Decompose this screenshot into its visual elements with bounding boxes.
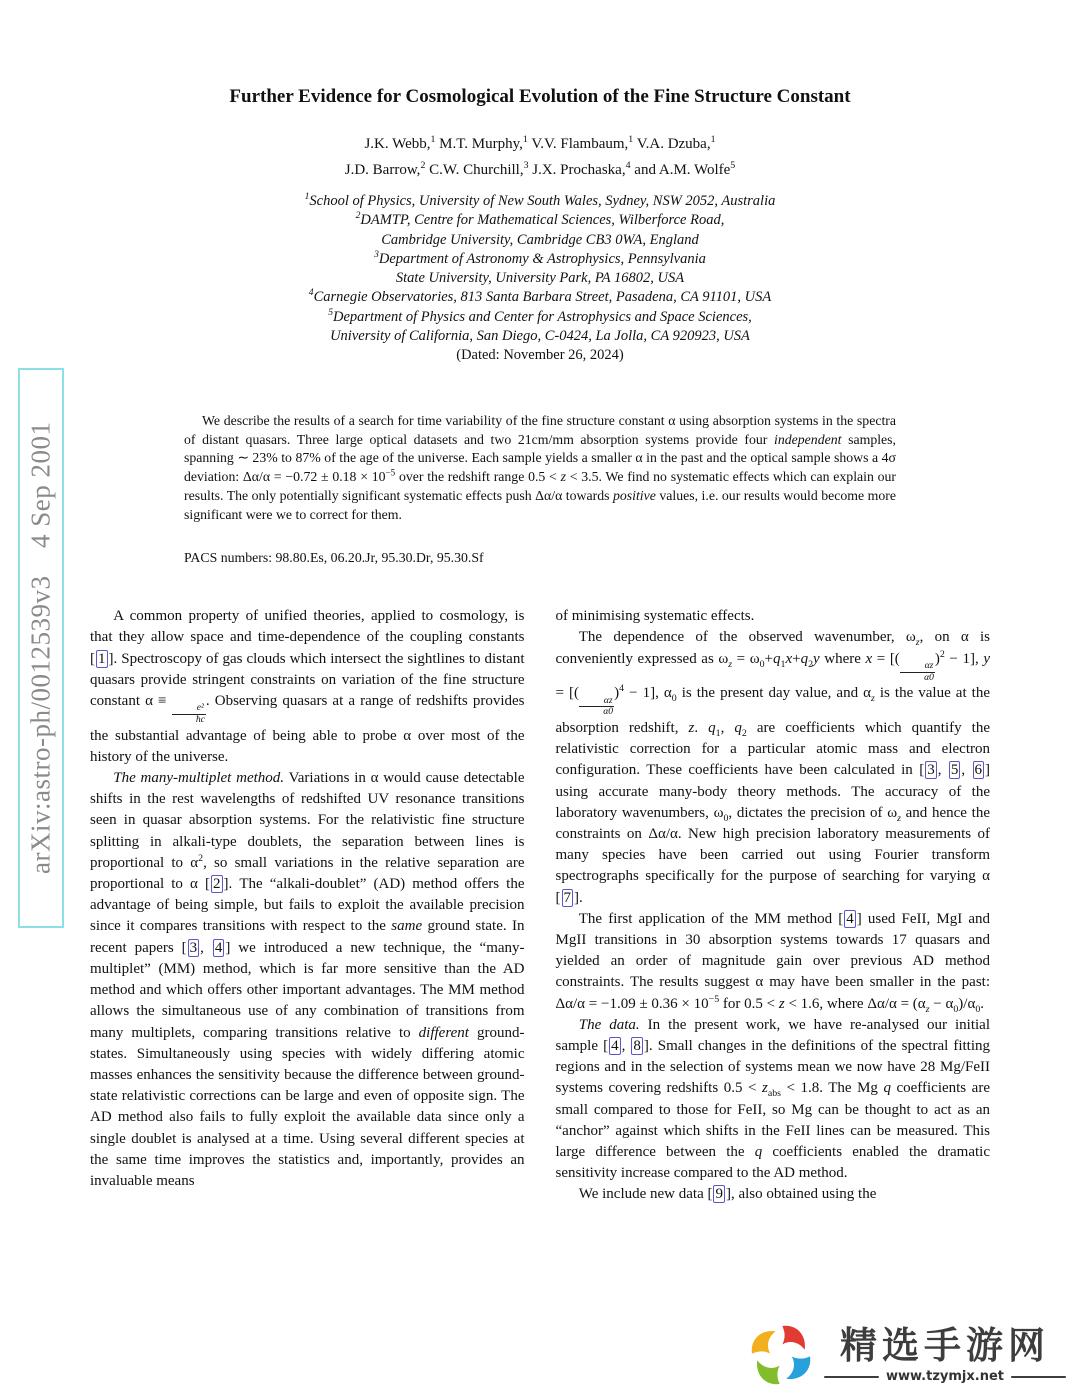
text-segment: z xyxy=(778,995,785,1012)
text-segment: 1 xyxy=(780,658,786,670)
text-segment: 2 xyxy=(808,658,814,670)
author-line-1 xyxy=(0,132,1080,157)
text-segment: where xyxy=(819,650,866,667)
text-segment: 5 xyxy=(328,306,333,318)
text-segment: < 3.5. We find no systematic effects which can explain our results. The only potentially significant systematic effects push Δα/α towards xyxy=(184,469,897,504)
arxiv-identifier: arXiv:astro-ph/0012539v3 xyxy=(25,576,56,875)
abstract xyxy=(184,412,896,525)
text-segment: 1 xyxy=(628,134,634,145)
text-segment: ]. The “alkali-doublet” (AD) method offers the advantage of being simple, but fails to exploit the available precision since it compares transitions with respect to the xyxy=(90,876,525,935)
paper-title: Further Evidence for Cosmological Evolution of the Fine Structure Constant xyxy=(229,86,851,107)
text-segment: positive xyxy=(612,488,656,504)
text-segment: − 1], α xyxy=(624,685,672,702)
text-segment: = [( xyxy=(872,650,900,667)
text-segment: ]. Spectroscopy of gas clouds which intersect the sightlines to distant quasars provide stringent constraints on variation of the fine structure constant α ≡ xyxy=(90,650,525,709)
paragraph xyxy=(556,1184,991,1205)
text-segment: The dependence of the observed wavenumber, ω xyxy=(578,629,916,646)
text-segment: + xyxy=(764,650,774,667)
text-segment: and A.M. Wolfe xyxy=(630,162,731,178)
text-segment: , so small variations in the relative separation are proportional to α [ xyxy=(90,854,525,893)
text-segment: . xyxy=(694,719,709,736)
text-segment: Department of Physics and Center for Astrophysics and Space Sciences, xyxy=(332,308,752,325)
text-segment: 3 xyxy=(374,249,379,261)
text-segment: q xyxy=(773,650,781,667)
url-right-bar xyxy=(1011,1376,1066,1379)
text-segment: 3 xyxy=(523,160,529,171)
text-segment: 0 xyxy=(759,658,765,670)
text-segment: y xyxy=(983,650,990,667)
text-segment: A common property of unified theories, applied to cosmology, is that they allow space and time-dependence of the coupling constants [ xyxy=(90,608,525,667)
affiliation-line xyxy=(0,288,1080,307)
text-segment: z xyxy=(897,812,901,824)
citation-link[interactable]: 4 xyxy=(611,1038,619,1055)
dated-line: (Dated: November 26, 2024) xyxy=(456,347,624,364)
text-segment: 2 xyxy=(741,727,747,739)
text-segment: q xyxy=(800,650,809,667)
text-segment: − 1], xyxy=(944,650,984,667)
text-segment: z xyxy=(728,658,733,670)
citation-link[interactable]: 6 xyxy=(974,762,982,779)
text-segment: y xyxy=(813,650,820,667)
text-segment: = [( xyxy=(555,685,579,702)
text-segment: 0 xyxy=(723,812,729,824)
text-segment: , xyxy=(621,1038,631,1055)
site-url: www.tzymjx.net xyxy=(885,1369,1004,1385)
text-segment: over the redshift range 0.5 < xyxy=(395,469,561,485)
text-segment: −5 xyxy=(708,993,720,1005)
text-segment: = ω xyxy=(732,650,760,667)
right-column xyxy=(556,606,991,1206)
text-segment: 5 xyxy=(730,160,736,171)
text-segment: same xyxy=(391,918,423,935)
text-segment: , xyxy=(720,719,735,736)
text-segment: z xyxy=(761,1080,768,1097)
text-segment: DAMTP, Centre for Mathematical Sciences, Wilberforce Road, xyxy=(360,212,725,229)
arxiv-date: 4 Sep 2001 xyxy=(25,421,56,549)
text-segment: of minimising systematic effects. xyxy=(555,608,755,625)
pinwheel-logo-icon xyxy=(748,1322,814,1388)
text-segment: ]. xyxy=(574,889,583,906)
text-segment: ] we introduced a new technique, the “many-multiplet” (MM) method, which is far more sensitive than the AD method and which offers other important advantages. The MM method allows the simultaneous use of any combination of transitions from many multiplets, comparing transitions relative to xyxy=(90,939,525,1041)
text-segment: , xyxy=(961,762,972,779)
citation-link[interactable]: 3 xyxy=(927,762,935,779)
paper-header xyxy=(0,0,1080,366)
text-segment: V.V. Flambaum, xyxy=(527,136,629,152)
text-segment: q xyxy=(734,719,742,736)
text-segment: 2 xyxy=(420,160,426,171)
inline-fraction: $\frac{\text{e²}}{ħc}$ xyxy=(172,703,206,725)
text-segment: 0 xyxy=(953,1003,959,1015)
paper-body xyxy=(90,606,990,1206)
text-segment: for 0.5 < xyxy=(719,995,779,1012)
text-segment: x xyxy=(865,650,873,667)
text-segment: samples, spanning ∼ 23% to 87% of the age of the universe. Each sample yields a smaller α in the past and the optical sample shows a 4σ deviation: Δα/α = −0.72 ± 0.18 × 10 xyxy=(184,431,896,485)
text-segment: independent xyxy=(774,431,842,447)
citation-link[interactable]: 2 xyxy=(213,876,221,893)
text-segment: 4 xyxy=(308,287,314,299)
left-column xyxy=(90,606,525,1206)
text-segment: coefficients are small compared to those for FeII, so Mg can be thought to act as an “anchor” against which shifts in the FeII lines can be measured. This large difference between the xyxy=(555,1080,990,1161)
text-segment: is the present day value, and α xyxy=(676,685,871,702)
site-name: 精选手游网 xyxy=(839,1323,1050,1367)
text-segment: 1 xyxy=(710,134,716,145)
affiliation-line xyxy=(0,250,1080,269)
text-segment: . xyxy=(980,995,984,1012)
text-segment: 1 xyxy=(715,727,721,739)
citation-link[interactable]: 4 xyxy=(846,910,854,927)
text-segment: University of California, San Diego, C-0424, La Jolla, CA 920923, USA xyxy=(330,328,750,345)
affiliation-line xyxy=(0,231,1080,250)
text-segment: coefficients enabled the dramatic sensitivity increase compared to the AD method. xyxy=(555,1144,990,1182)
site-watermark xyxy=(748,1322,1066,1388)
arxiv-watermark xyxy=(18,368,64,928)
text-segment: ]. Small changes in the definitions of the spectral fitting regions and in the selection of systems mean we now have 28 Mg/FeII systems covering redshifts 0.5 < xyxy=(555,1038,991,1097)
text-segment: We describe the results of a search for time variability of the fine structure constant α using absorption systems in the spectra of distant quasars. Three large optical datasets and two 21cm/mm absorption systems provide four xyxy=(184,412,896,447)
text-segment: q xyxy=(754,1144,763,1161)
text-segment: q xyxy=(708,719,716,736)
text-segment: ) xyxy=(934,650,940,667)
text-segment: z xyxy=(925,1003,930,1015)
text-segment: < 1.8. The Mg xyxy=(780,1080,884,1097)
text-segment: 1 xyxy=(304,191,310,203)
citation-link[interactable]: 9 xyxy=(715,1186,723,1203)
text-segment: 2 xyxy=(355,210,361,222)
citation-link[interactable]: 5 xyxy=(950,762,959,779)
paragraph xyxy=(90,606,525,768)
text-segment: The first application of the MM method [ xyxy=(578,910,844,927)
text-segment: + xyxy=(792,650,801,667)
text-segment: 4 xyxy=(619,683,625,695)
paragraph xyxy=(556,606,991,627)
paragraph xyxy=(556,909,991,1015)
text-segment: J.K. Webb, xyxy=(364,136,431,152)
text-segment: Cambridge University, Cambridge CB3 0WA, England xyxy=(381,231,699,248)
text-segment: J.D. Barrow, xyxy=(344,162,421,178)
text-segment: values, i.e. our results would become more significant were we to correct for them. xyxy=(184,488,896,523)
site-url-line xyxy=(824,1369,1066,1384)
text-segment: . Observing quasars at a range of redshifts provides the substantial advantage of being able to probe α over most of the history of the universe. xyxy=(90,692,525,765)
text-segment: Carnegie Observatories, 813 Santa Barbara Street, Pasadena, CA 91101, USA xyxy=(313,289,772,306)
pacs-line: PACS numbers: 98.80.Es, 06.20.Jr, 95.30.Dr, 95.30.Sf xyxy=(184,550,484,566)
text-segment: 2 xyxy=(939,648,945,660)
text-segment: The data. xyxy=(578,1016,640,1033)
text-segment: , xyxy=(200,939,212,956)
text-segment: Department of Astronomy & Astrophysics, Pennsylvania xyxy=(378,250,706,267)
paragraph xyxy=(556,1015,991,1185)
text-segment: )/α xyxy=(958,995,976,1012)
text-segment: 0 xyxy=(671,693,677,705)
paragraph xyxy=(90,768,525,1192)
text-segment: , xyxy=(937,762,948,779)
text-segment: z xyxy=(560,469,566,485)
citation-link[interactable]: 7 xyxy=(563,889,571,906)
affiliations-block xyxy=(0,192,1080,346)
site-text-block xyxy=(824,1323,1066,1385)
citation-link[interactable]: 1 xyxy=(98,650,106,667)
affiliation-line xyxy=(0,327,1080,346)
citation-link[interactable]: 8 xyxy=(633,1038,641,1055)
citation-link[interactable]: 3 xyxy=(189,939,198,956)
text-segment: z xyxy=(915,637,920,649)
text-segment: − α xyxy=(929,995,954,1012)
affiliation-line xyxy=(0,192,1080,211)
text-segment: are coefficients which quantify the relativistic correction for a particular atomic mass and electron configuration. These coefficients have been calculated in [ xyxy=(555,719,990,779)
text-segment: 1 xyxy=(522,134,528,145)
text-segment: We include new data [ xyxy=(578,1186,713,1203)
affiliation-line xyxy=(0,269,1080,288)
text-segment: J.X. Prochaska, xyxy=(528,162,626,178)
text-segment: z xyxy=(870,693,875,705)
text-segment: , dictates the precision of ω xyxy=(728,804,898,821)
text-segment: ] using accurate many-body theory methods. The accuracy of the laboratory wavenumbers, ω xyxy=(555,762,990,821)
text-segment: ], also obtained using the xyxy=(725,1186,877,1203)
paragraph xyxy=(556,627,991,909)
affiliation-line xyxy=(0,308,1080,327)
text-segment: different xyxy=(418,1024,469,1041)
text-segment: −5 xyxy=(385,467,396,478)
text-segment: 0 xyxy=(975,1003,981,1015)
text-segment: C.W. Churchill, xyxy=(425,162,524,178)
text-segment: In the present work, we have re-analysed our initial sample [ xyxy=(555,1016,990,1055)
text-segment: 1 xyxy=(430,134,436,145)
text-segment: ground state. In recent papers [ xyxy=(90,918,525,956)
text-segment: 2 xyxy=(198,852,204,864)
text-segment: q xyxy=(883,1080,891,1097)
text-segment: School of Physics, University of New South Wales, Sydney, NSW 2052, Australia xyxy=(309,193,776,209)
text-segment: abs xyxy=(767,1088,781,1100)
text-segment: V.A. Dzuba, xyxy=(633,136,711,152)
text-segment: ground-states. Simultaneously using species with widely differing atomic masses enhances the sensitivity because the difference between ground-state relativistic corrections can be large and even of opposite sign. The AD method also fails to fully exploit the available data since only a single doublet is analysed at a time. Using several different species at the same time improves the statistics and, importantly, provides an invaluable means xyxy=(90,1024,525,1189)
author-line-2 xyxy=(0,158,1080,183)
text-segment: and hence the constraints on Δα/α. New high precision laboratory measurements of many species have been carried out using Fourier transform spectrographs specifically for the purpose of searching for varying α [ xyxy=(555,804,990,906)
inline-fraction: $\frac{\alpha z}{\alpha 0}$ xyxy=(900,661,935,683)
text-segment: is the value at the absorption redshift, xyxy=(555,685,990,736)
url-left-bar xyxy=(824,1376,879,1379)
text-segment: 4 xyxy=(625,160,631,171)
affiliation-line xyxy=(0,211,1080,230)
text-segment: < 1.6, where Δα/α = (α xyxy=(784,995,926,1012)
text-segment: The many-multiplet method. xyxy=(113,770,285,787)
text-segment: Variations in α would cause detectable shifts in the rest wavelengths of redshifted UV resonance transitions seen in quasar absorption systems. For the relativistic fine structure splitting in alkali-type doublets, the separation between lines is proportional to α xyxy=(90,770,525,871)
text-segment: M.T. Murphy, xyxy=(435,136,523,152)
text-segment: State University, University Park, PA 16802, USA xyxy=(395,270,685,287)
text-segment: x xyxy=(785,650,793,667)
text-segment: , on α is conveniently expressed as ω xyxy=(555,629,990,667)
text-segment: ] used FeII, MgI and MgII transitions in 30 absorption systems towards 17 quasars and yielded an order of magnitude gain over previous AD method constraints. The results suggest α may have been smaller in the past: Δα/α = −1.09 ± 0.36 × 10 xyxy=(555,910,990,1012)
text-segment: z xyxy=(688,719,695,736)
citation-link[interactable]: 4 xyxy=(214,939,223,956)
text-segment: ) xyxy=(614,685,620,702)
inline-fraction: $\frac{\alpha z}{\alpha 0}$ xyxy=(579,696,614,718)
